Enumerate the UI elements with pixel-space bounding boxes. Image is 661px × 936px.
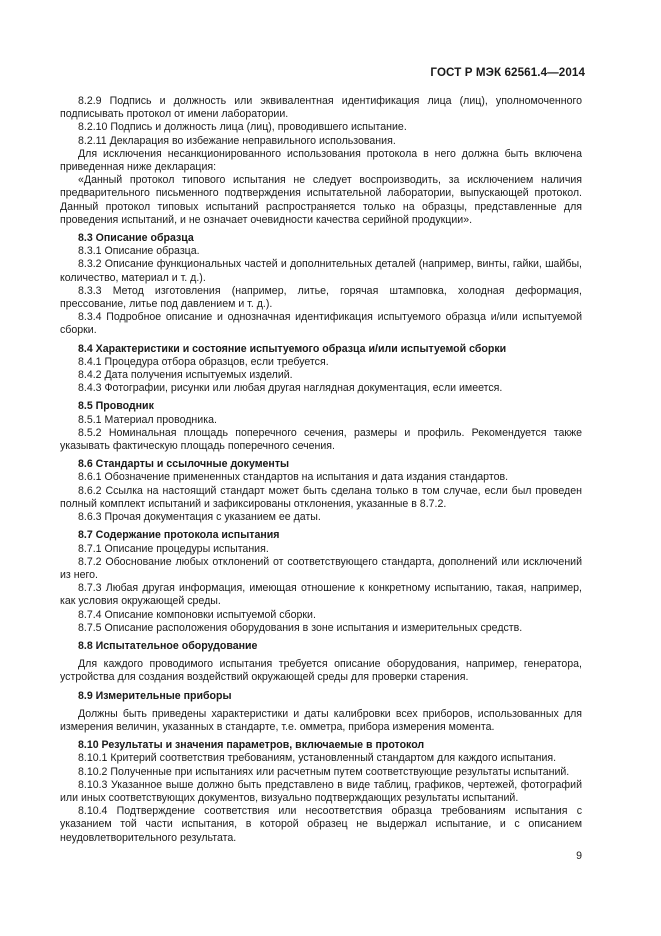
paragraph: 8.2.11 Декларация во избежание неправильного использования. xyxy=(78,134,396,147)
paragraph: 8.10.2 Полученные при испытаниях или расчетным путем соответствующие результаты испытаний. xyxy=(78,765,570,778)
paragraph: 8.7.3 Любая другая информация, имеющая отношение к конкретному испытанию, такая, например, как условия окружающей среды. xyxy=(60,582,582,608)
paragraph: 8.6.1 Обозначение примененных стандартов на испытания и дата издания стандартов. xyxy=(78,471,509,484)
paragraph: 8.5.1 Материал проводника. xyxy=(78,413,217,426)
paragraph: Для каждого проводимого испытания требуется описание оборудования, например, генератора, устройства для создания воздействий окружающей среды для проверки старения. xyxy=(60,658,582,684)
section-heading: 8.10 Результаты и значения параметров, включаемые в протокол xyxy=(78,739,425,752)
document-header: ГОСТ Р МЭК 62561.4—2014 xyxy=(430,66,585,79)
paragraph: Должны быть приведены характеристики и даты калибровки всех приборов, использованных для измерения величин, указанных в стандарте, т.е. омметра, прибора измерения момента. xyxy=(60,707,582,733)
paragraph: 8.6.3 Прочая документация с указанием ее даты. xyxy=(78,511,321,524)
section-heading: 8.6 Стандарты и ссылочные документы xyxy=(78,458,290,471)
paragraph: 8.7.1 Описание процедуры испытания. xyxy=(78,542,269,555)
paragraph: 8.4.3 Фотографии, рисунки или любая другая наглядная документация, если имеется. xyxy=(78,382,503,395)
paragraph: 8.2.10 Подпись и должность лица (лиц), проводившего испытание. xyxy=(78,121,407,134)
paragraph: 8.7.2 Обоснование любых отклонений от соответствующего стандарта, дополнений или исключений из него. xyxy=(60,555,582,581)
section-heading: 8.5 Проводник xyxy=(78,400,154,413)
paragraph: 8.3.2 Описание функциональных частей и дополнительных деталей (например, винты, гайки, шайбы, количество, материал и т. д.). xyxy=(60,258,582,284)
section-heading: 8.4 Характеристики и состояние испытуемого образца и/или испытуемой сборки xyxy=(78,342,507,355)
paragraph: «Данный протокол типового испытания не следует воспроизводить, за исключением наличия предварительного письменного подтверждения испытательной лаборатории, выпускающей протокол. Данный протокол типовых испытаний распространяется только на образцы, представленные для проведения испытаний, и не означает очевидности качества серийной продукции». xyxy=(60,174,582,226)
paragraph: 8.10.1 Критерий соответствия требованиям, установленный стандартом для каждого испытания. xyxy=(78,752,557,765)
paragraph: 8.3.1 Описание образца. xyxy=(78,245,200,258)
paragraph: 8.3.3 Метод изготовления (например, литье, горячая штамповка, холодная деформация, прессование, литье под давлением и т. д.). xyxy=(60,284,582,311)
document-body xyxy=(60,95,582,845)
section-heading: 8.7 Содержание протокола испытания xyxy=(78,529,280,542)
paragraph: 8.3.4 Подробное описание и однозначная идентификация испытуемого образца и/или испытуемой сборки. xyxy=(60,311,582,337)
paragraph: 8.4.1 Процедура отбора образцов, если требуется. xyxy=(78,355,329,368)
paragraph: 8.10.3 Указанное выше должно быть представлено в виде таблиц, графиков, чертежей, фотографий или иных соответствующих документов, визуально подтверждающих результаты испытаний. xyxy=(60,778,582,804)
paragraph: 8.4.2 Дата получения испытуемых изделий. xyxy=(78,369,293,382)
section-heading: 8.3 Описание образца xyxy=(78,232,194,245)
paragraph: 8.10.4 Подтверждение соответствия или несоответствия образца требованиям испытания с указанием той части испытания, в которой образец не выдержал испытание, и с описанием неудовлетворительного результата. xyxy=(60,805,582,844)
paragraph: 8.7.4 Описание компоновки испытуемой сборки. xyxy=(78,608,316,621)
paragraph: 8.5.2 Номинальная площадь поперечного сечения, размеры и профиль. Рекомендуется также указывать фактическую площадь поперечного сечения. xyxy=(60,426,582,453)
section-heading: 8.8 Испытательное оборудование xyxy=(78,639,258,652)
paragraph: 8.2.9 Подпись и должность или эквивалентная идентификация лица (лиц), уполномоченного подписывать протокол от имени лаборатории. xyxy=(60,95,582,121)
section-heading: 8.9 Измерительные приборы xyxy=(78,689,232,702)
paragraph: 8.7.5 Описание расположения оборудования в зоне испытания и измерительных средств. xyxy=(78,621,523,634)
page-number: 9 xyxy=(576,850,582,862)
paragraph: Для исключения несанкционированного использования протокола в него должна быть включена приведенная ниже декларация: xyxy=(60,147,582,174)
paragraph: 8.6.2 Ссылка на настоящий стандарт может быть сделана только в том случае, если был проведен полный комплект испытаний и зафиксированы отклонения, указанные в 8.7.2. xyxy=(60,484,582,510)
